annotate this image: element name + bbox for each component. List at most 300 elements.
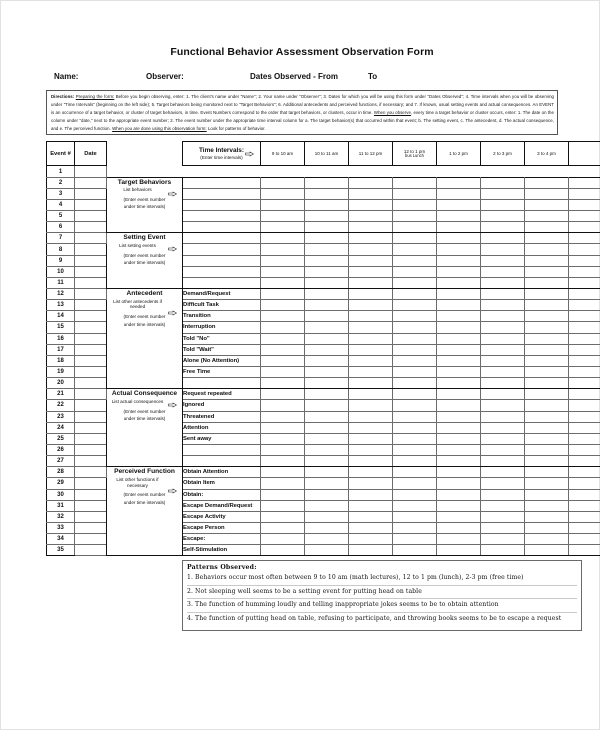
time-interval-cell[interactable]: [481, 289, 525, 300]
date-cell[interactable]: [75, 344, 107, 355]
section-item-cell[interactable]: Obtain Attention: [183, 467, 261, 478]
time-interval-cell[interactable]: [349, 177, 393, 188]
date-cell[interactable]: [75, 389, 107, 400]
time-interval-cell[interactable]: [481, 389, 525, 400]
time-interval-cell[interactable]: [437, 444, 481, 455]
section-item-cell[interactable]: [183, 378, 261, 389]
time-interval-cell[interactable]: [349, 333, 393, 344]
time-interval-cell[interactable]: [569, 422, 600, 433]
time-interval-cell[interactable]: [305, 400, 349, 411]
time-interval-cell[interactable]: [305, 389, 349, 400]
time-interval-cell[interactable]: [393, 489, 437, 500]
section-item-cell[interactable]: [183, 456, 261, 467]
date-cell[interactable]: [75, 411, 107, 422]
time-interval-cell[interactable]: [525, 188, 569, 199]
date-cell[interactable]: [75, 489, 107, 500]
time-interval-cell[interactable]: [261, 500, 305, 511]
time-interval-cell[interactable]: [349, 389, 393, 400]
time-interval-cell[interactable]: [393, 311, 437, 322]
time-interval-cell[interactable]: [393, 400, 437, 411]
time-interval-cell[interactable]: [349, 211, 393, 222]
time-interval-cell[interactable]: [569, 289, 600, 300]
time-interval-cell[interactable]: [261, 311, 305, 322]
time-interval-cell[interactable]: [305, 322, 349, 333]
time-interval-cell[interactable]: [437, 433, 481, 444]
section-item-cell[interactable]: Demand/Request: [183, 289, 261, 300]
time-interval-cell[interactable]: [481, 199, 525, 210]
time-interval-cell[interactable]: [525, 222, 569, 233]
time-interval-cell[interactable]: [437, 322, 481, 333]
time-interval-cell[interactable]: [261, 344, 305, 355]
time-interval-cell[interactable]: [481, 478, 525, 489]
time-interval-cell[interactable]: [393, 422, 437, 433]
time-interval-cell[interactable]: [525, 322, 569, 333]
time-interval-cell[interactable]: [481, 311, 525, 322]
time-interval-cell[interactable]: [481, 545, 525, 556]
time-interval-cell[interactable]: [569, 411, 600, 422]
time-interval-cell[interactable]: [569, 233, 600, 244]
time-interval-cell[interactable]: [437, 211, 481, 222]
date-cell[interactable]: [75, 355, 107, 366]
time-interval-cell[interactable]: [305, 266, 349, 277]
section-item-cell[interactable]: [183, 277, 261, 288]
time-interval-cell[interactable]: [525, 244, 569, 255]
time-interval-cell[interactable]: [393, 199, 437, 210]
section-item-cell[interactable]: [183, 199, 261, 210]
time-interval-cell[interactable]: [525, 500, 569, 511]
time-interval-cell[interactable]: [393, 233, 437, 244]
time-interval-cell[interactable]: [393, 188, 437, 199]
time-interval-cell[interactable]: [569, 266, 600, 277]
section-item-cell[interactable]: Told "No": [183, 333, 261, 344]
time-interval-cell[interactable]: [437, 378, 481, 389]
time-interval-cell[interactable]: [349, 545, 393, 556]
time-interval-cell[interactable]: [349, 233, 393, 244]
time-interval-cell[interactable]: [393, 411, 437, 422]
time-interval-cell[interactable]: [569, 211, 600, 222]
section-item-cell[interactable]: Escape:: [183, 534, 261, 545]
date-cell[interactable]: [75, 188, 107, 199]
time-interval-cell[interactable]: [261, 277, 305, 288]
time-interval-cell[interactable]: [261, 422, 305, 433]
section-item-cell[interactable]: [183, 211, 261, 222]
date-cell[interactable]: [75, 478, 107, 489]
time-interval-cell[interactable]: [305, 489, 349, 500]
time-interval-cell[interactable]: [525, 366, 569, 377]
time-interval-cell[interactable]: [305, 277, 349, 288]
time-interval-cell[interactable]: [261, 177, 305, 188]
time-interval-cell[interactable]: [393, 511, 437, 522]
time-interval-cell[interactable]: [481, 511, 525, 522]
time-interval-cell[interactable]: [437, 188, 481, 199]
time-interval-cell[interactable]: [393, 500, 437, 511]
time-interval-cell[interactable]: [525, 456, 569, 467]
time-interval-cell[interactable]: [305, 444, 349, 455]
time-interval-cell[interactable]: [525, 378, 569, 389]
time-interval-cell[interactable]: [349, 277, 393, 288]
time-interval-cell[interactable]: [349, 456, 393, 467]
section-item-cell[interactable]: Told "Wait": [183, 344, 261, 355]
time-interval-cell[interactable]: [349, 255, 393, 266]
time-interval-cell[interactable]: [393, 355, 437, 366]
time-interval-cell[interactable]: [393, 366, 437, 377]
time-interval-cell[interactable]: [437, 411, 481, 422]
time-interval-cell[interactable]: [481, 222, 525, 233]
time-interval-cell[interactable]: [349, 400, 393, 411]
time-interval-cell[interactable]: [437, 311, 481, 322]
time-interval-cell[interactable]: [261, 400, 305, 411]
time-interval-cell[interactable]: [481, 244, 525, 255]
time-interval-cell[interactable]: [481, 378, 525, 389]
time-interval-cell[interactable]: [481, 211, 525, 222]
time-interval-cell[interactable]: [525, 289, 569, 300]
time-interval-cell[interactable]: [349, 411, 393, 422]
time-interval-cell[interactable]: [349, 467, 393, 478]
time-interval-cell[interactable]: [481, 333, 525, 344]
time-interval-cell[interactable]: [437, 389, 481, 400]
time-interval-cell[interactable]: [305, 344, 349, 355]
time-interval-cell[interactable]: [261, 411, 305, 422]
time-interval-cell[interactable]: [349, 366, 393, 377]
time-interval-cell[interactable]: [261, 489, 305, 500]
time-interval-cell[interactable]: [481, 433, 525, 444]
time-interval-cell[interactable]: [261, 244, 305, 255]
time-interval-cell[interactable]: [569, 300, 600, 311]
time-interval-cell[interactable]: [393, 522, 437, 533]
time-interval-cell[interactable]: [305, 188, 349, 199]
time-interval-cell[interactable]: [525, 344, 569, 355]
time-interval-cell[interactable]: [437, 511, 481, 522]
time-interval-cell[interactable]: [261, 333, 305, 344]
time-interval-cell[interactable]: [437, 277, 481, 288]
time-interval-cell[interactable]: [349, 199, 393, 210]
time-interval-cell[interactable]: [569, 355, 600, 366]
date-cell[interactable]: [75, 500, 107, 511]
time-interval-cell[interactable]: [349, 188, 393, 199]
time-interval-cell[interactable]: [525, 489, 569, 500]
time-interval-cell[interactable]: [437, 422, 481, 433]
time-interval-cell[interactable]: [525, 444, 569, 455]
time-interval-cell[interactable]: [525, 422, 569, 433]
time-interval-cell[interactable]: [305, 289, 349, 300]
time-interval-cell[interactable]: [437, 222, 481, 233]
time-interval-cell[interactable]: [569, 311, 600, 322]
time-interval-cell[interactable]: [569, 545, 600, 556]
section-item-cell[interactable]: Difficult Task: [183, 300, 261, 311]
time-interval-cell[interactable]: [393, 255, 437, 266]
time-interval-cell[interactable]: [261, 511, 305, 522]
time-interval-cell[interactable]: [481, 255, 525, 266]
date-cell[interactable]: [75, 444, 107, 455]
time-interval-cell[interactable]: [261, 522, 305, 533]
section-item-cell[interactable]: [183, 444, 261, 455]
time-interval-cell[interactable]: [437, 344, 481, 355]
time-interval-cell[interactable]: [437, 333, 481, 344]
time-interval-cell[interactable]: [569, 433, 600, 444]
time-interval-cell[interactable]: [481, 233, 525, 244]
time-interval-cell[interactable]: [481, 456, 525, 467]
time-interval-cell[interactable]: [393, 322, 437, 333]
time-interval-cell[interactable]: [261, 378, 305, 389]
time-interval-cell[interactable]: [437, 489, 481, 500]
time-interval-cell[interactable]: [393, 456, 437, 467]
date-cell[interactable]: [75, 233, 107, 244]
time-interval-cell[interactable]: [393, 177, 437, 188]
time-interval-cell[interactable]: [437, 300, 481, 311]
time-interval-cell[interactable]: [393, 333, 437, 344]
time-interval-cell[interactable]: [349, 322, 393, 333]
time-interval-cell[interactable]: [261, 289, 305, 300]
time-interval-cell[interactable]: [393, 378, 437, 389]
time-interval-cell[interactable]: [349, 222, 393, 233]
time-interval-cell[interactable]: [569, 467, 600, 478]
section-item-cell[interactable]: [183, 177, 261, 188]
date-cell[interactable]: [75, 422, 107, 433]
time-interval-cell[interactable]: [393, 444, 437, 455]
time-interval-cell[interactable]: [305, 467, 349, 478]
time-interval-cell[interactable]: [305, 300, 349, 311]
time-interval-cell[interactable]: [261, 222, 305, 233]
time-interval-cell[interactable]: [569, 378, 600, 389]
date-cell[interactable]: [75, 522, 107, 533]
time-interval-cell[interactable]: [525, 355, 569, 366]
time-interval-cell[interactable]: [305, 222, 349, 233]
time-interval-cell[interactable]: [305, 500, 349, 511]
time-interval-cell[interactable]: [481, 534, 525, 545]
time-interval-cell[interactable]: [569, 277, 600, 288]
section-item-cell[interactable]: [183, 255, 261, 266]
time-interval-cell[interactable]: [481, 177, 525, 188]
date-cell[interactable]: [75, 300, 107, 311]
time-interval-cell[interactable]: [481, 500, 525, 511]
time-interval-cell[interactable]: [393, 478, 437, 489]
time-interval-cell[interactable]: [437, 522, 481, 533]
time-interval-cell[interactable]: [525, 300, 569, 311]
time-interval-cell[interactable]: [305, 456, 349, 467]
time-interval-cell[interactable]: [569, 177, 600, 188]
time-interval-cell[interactable]: [569, 456, 600, 467]
time-interval-cell[interactable]: [569, 322, 600, 333]
time-interval-cell[interactable]: [525, 467, 569, 478]
section-item-cell[interactable]: [183, 244, 261, 255]
time-interval-cell[interactable]: [305, 233, 349, 244]
time-interval-cell[interactable]: [261, 266, 305, 277]
date-cell[interactable]: [75, 333, 107, 344]
time-interval-cell[interactable]: [437, 244, 481, 255]
time-interval-cell[interactable]: [261, 211, 305, 222]
time-interval-cell[interactable]: [393, 300, 437, 311]
time-interval-cell[interactable]: [261, 355, 305, 366]
time-interval-cell[interactable]: [437, 266, 481, 277]
date-cell[interactable]: [75, 289, 107, 300]
time-interval-cell[interactable]: [525, 411, 569, 422]
time-interval-cell[interactable]: [437, 289, 481, 300]
section-item-cell[interactable]: Escape Person: [183, 522, 261, 533]
time-interval-cell[interactable]: [481, 411, 525, 422]
time-interval-cell[interactable]: [569, 188, 600, 199]
date-cell[interactable]: [75, 534, 107, 545]
time-interval-cell[interactable]: [261, 456, 305, 467]
time-interval-cell[interactable]: [261, 255, 305, 266]
time-interval-cell[interactable]: [525, 233, 569, 244]
section-item-cell[interactable]: Escape Activity: [183, 511, 261, 522]
date-cell[interactable]: [75, 511, 107, 522]
time-interval-cell[interactable]: [261, 444, 305, 455]
time-interval-cell[interactable]: [569, 333, 600, 344]
time-interval-cell[interactable]: [393, 266, 437, 277]
time-interval-cell[interactable]: [261, 188, 305, 199]
time-interval-cell[interactable]: [393, 211, 437, 222]
time-interval-cell[interactable]: [437, 478, 481, 489]
time-interval-cell[interactable]: [305, 211, 349, 222]
time-interval-cell[interactable]: [305, 545, 349, 556]
time-interval-cell[interactable]: [569, 444, 600, 455]
time-interval-cell[interactable]: [305, 355, 349, 366]
time-interval-cell[interactable]: [437, 534, 481, 545]
time-interval-cell[interactable]: [569, 199, 600, 210]
time-interval-cell[interactable]: [525, 478, 569, 489]
time-interval-cell[interactable]: [569, 534, 600, 545]
time-interval-cell[interactable]: [393, 389, 437, 400]
time-interval-cell[interactable]: [261, 534, 305, 545]
time-interval-cell[interactable]: [349, 433, 393, 444]
time-interval-cell[interactable]: [525, 266, 569, 277]
section-item-cell[interactable]: Alone (No Attention): [183, 355, 261, 366]
time-interval-cell[interactable]: [349, 355, 393, 366]
time-interval-cell[interactable]: [437, 233, 481, 244]
section-item-cell[interactable]: Transition: [183, 311, 261, 322]
time-interval-cell[interactable]: [393, 534, 437, 545]
section-item-cell[interactable]: Self-Stimulation: [183, 545, 261, 556]
section-item-cell[interactable]: Obtain:: [183, 489, 261, 500]
time-interval-cell[interactable]: [481, 366, 525, 377]
date-cell[interactable]: [75, 199, 107, 210]
date-cell[interactable]: [75, 366, 107, 377]
time-interval-cell[interactable]: [349, 266, 393, 277]
time-interval-cell[interactable]: [305, 177, 349, 188]
time-interval-cell[interactable]: [481, 355, 525, 366]
time-interval-cell[interactable]: [349, 344, 393, 355]
time-interval-cell[interactable]: [305, 366, 349, 377]
time-interval-cell[interactable]: [349, 522, 393, 533]
section-item-cell[interactable]: Attention: [183, 422, 261, 433]
date-cell[interactable]: [75, 400, 107, 411]
time-interval-cell[interactable]: [349, 244, 393, 255]
section-item-cell[interactable]: Threatened: [183, 411, 261, 422]
section-item-cell[interactable]: Ignored: [183, 400, 261, 411]
time-interval-cell[interactable]: [569, 522, 600, 533]
time-interval-cell[interactable]: [393, 277, 437, 288]
time-interval-cell[interactable]: [305, 199, 349, 210]
time-interval-cell[interactable]: [525, 311, 569, 322]
time-interval-cell[interactable]: [437, 467, 481, 478]
time-interval-cell[interactable]: [393, 289, 437, 300]
time-interval-cell[interactable]: [437, 500, 481, 511]
time-interval-cell[interactable]: [393, 433, 437, 444]
date-cell[interactable]: [75, 322, 107, 333]
time-interval-cell[interactable]: [305, 534, 349, 545]
time-interval-cell[interactable]: [569, 344, 600, 355]
time-interval-cell[interactable]: [261, 389, 305, 400]
time-interval-cell[interactable]: [349, 500, 393, 511]
time-interval-cell[interactable]: [349, 534, 393, 545]
time-interval-cell[interactable]: [525, 255, 569, 266]
time-interval-cell[interactable]: [525, 277, 569, 288]
time-interval-cell[interactable]: [349, 378, 393, 389]
time-interval-cell[interactable]: [525, 389, 569, 400]
date-cell[interactable]: [75, 266, 107, 277]
time-interval-cell[interactable]: [305, 433, 349, 444]
time-interval-cell[interactable]: [261, 233, 305, 244]
date-cell[interactable]: [75, 545, 107, 556]
time-interval-cell[interactable]: [305, 422, 349, 433]
time-interval-cell[interactable]: [569, 222, 600, 233]
date-cell[interactable]: [75, 211, 107, 222]
time-interval-cell[interactable]: [569, 489, 600, 500]
date-cell[interactable]: [75, 166, 107, 177]
time-interval-cell[interactable]: [437, 400, 481, 411]
time-interval-cell[interactable]: [349, 300, 393, 311]
time-interval-cell[interactable]: [569, 500, 600, 511]
time-interval-cell[interactable]: [261, 478, 305, 489]
time-interval-cell[interactable]: [261, 199, 305, 210]
time-interval-cell[interactable]: [349, 478, 393, 489]
date-cell[interactable]: [75, 456, 107, 467]
time-interval-cell[interactable]: [569, 478, 600, 489]
time-interval-cell[interactable]: [481, 444, 525, 455]
time-interval-cell[interactable]: [393, 344, 437, 355]
time-interval-cell[interactable]: [525, 177, 569, 188]
section-item-cell[interactable]: [183, 266, 261, 277]
time-interval-cell[interactable]: [437, 366, 481, 377]
time-interval-cell[interactable]: [261, 300, 305, 311]
time-interval-cell[interactable]: [481, 344, 525, 355]
time-interval-cell[interactable]: [261, 467, 305, 478]
time-interval-cell[interactable]: [437, 545, 481, 556]
time-interval-cell[interactable]: [525, 545, 569, 556]
date-cell[interactable]: [75, 222, 107, 233]
date-cell[interactable]: [75, 311, 107, 322]
date-cell[interactable]: [75, 277, 107, 288]
time-interval-cell[interactable]: [393, 222, 437, 233]
section-item-cell[interactable]: Obtain Item: [183, 478, 261, 489]
time-interval-cell[interactable]: [525, 211, 569, 222]
time-interval-cell[interactable]: [437, 456, 481, 467]
section-item-cell[interactable]: [183, 233, 261, 244]
time-interval-cell[interactable]: [437, 177, 481, 188]
time-interval-cell[interactable]: [437, 199, 481, 210]
time-interval-cell[interactable]: [349, 289, 393, 300]
time-interval-cell[interactable]: [481, 188, 525, 199]
time-interval-cell[interactable]: [481, 400, 525, 411]
time-interval-cell[interactable]: [525, 199, 569, 210]
time-interval-cell[interactable]: [261, 366, 305, 377]
time-interval-cell[interactable]: [481, 266, 525, 277]
time-interval-cell[interactable]: [481, 422, 525, 433]
section-item-cell[interactable]: Free Time: [183, 366, 261, 377]
section-item-cell[interactable]: Interruption: [183, 322, 261, 333]
date-cell[interactable]: [75, 244, 107, 255]
time-interval-cell[interactable]: [305, 511, 349, 522]
time-interval-cell[interactable]: [393, 467, 437, 478]
time-interval-cell[interactable]: [349, 511, 393, 522]
time-interval-cell[interactable]: [569, 244, 600, 255]
time-interval-cell[interactable]: [305, 478, 349, 489]
time-interval-cell[interactable]: [393, 545, 437, 556]
time-interval-cell[interactable]: [525, 522, 569, 533]
time-interval-cell[interactable]: [569, 511, 600, 522]
time-interval-cell[interactable]: [305, 311, 349, 322]
